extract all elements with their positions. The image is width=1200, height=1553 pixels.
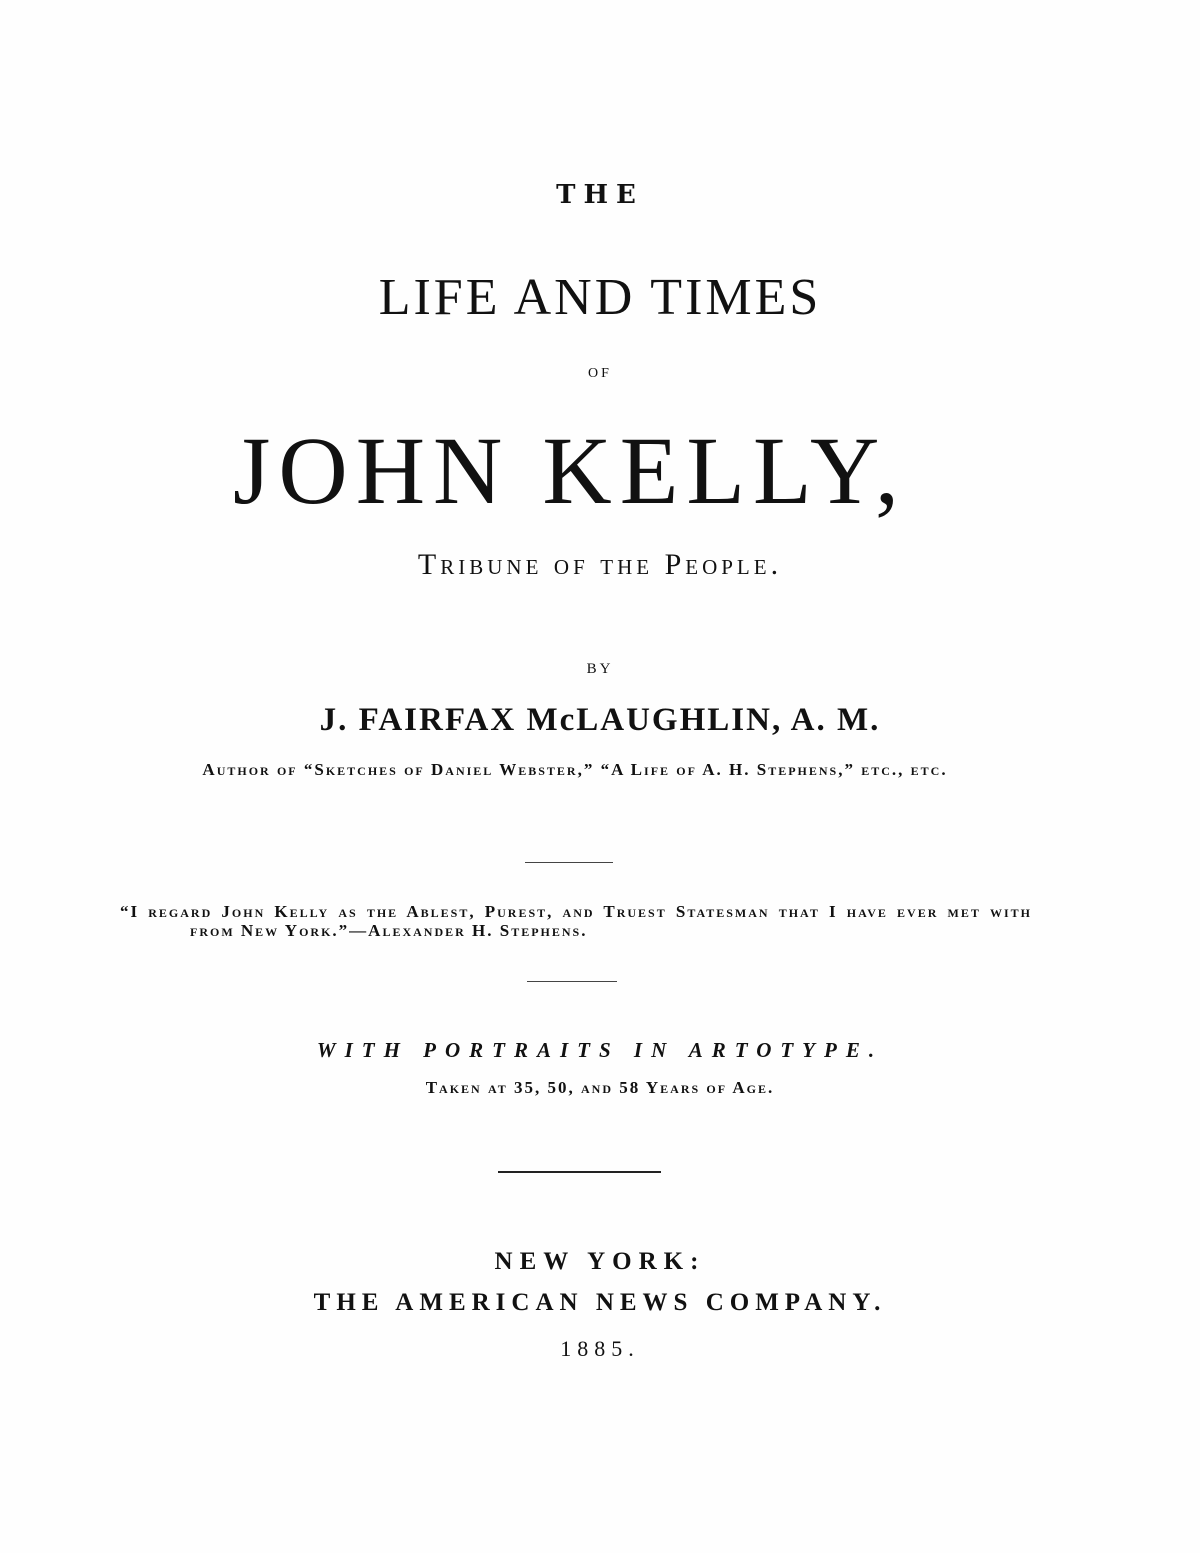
title-subject-name: JOHN KELLY,: [233, 417, 907, 524]
title-line-life-and-times: LIFE AND TIMES: [378, 269, 822, 326]
imprint-place: NEW YORK:: [494, 1248, 706, 1275]
imprint-publisher: THE AMERICAN NEWS COMPANY.: [313, 1289, 887, 1316]
epigraph: [120, 902, 1032, 940]
author-credits: Author of “Sketches of Daniel Webster,” “A Life of A. H. Stephens,” etc., etc.: [202, 760, 948, 779]
subtitle: Tribune of the People.: [417, 548, 783, 581]
author-name: J. FAIRFAX McLAUGHLIN, A. M.: [319, 702, 881, 738]
divider-rule: [498, 1171, 661, 1173]
illustrations-note: WITH PORTRAITS IN ARTOTYPE.: [316, 1038, 884, 1062]
by-label: BY: [586, 661, 614, 677]
title-of: OF: [588, 366, 612, 381]
divider-rule: [525, 862, 613, 863]
divider-rule: [527, 981, 617, 982]
imprint-year: 1885.: [560, 1336, 640, 1361]
title-article: THE: [556, 180, 644, 210]
epigraph-text: “I regard John Kelly as the Ablest, Purest, and Truest Statesman that I have ever met with from New York.”—Alexander H. Stephens.: [120, 902, 1032, 940]
illustrations-detail: Taken at 35, 50, and 58 Years of Age.: [425, 1078, 775, 1097]
